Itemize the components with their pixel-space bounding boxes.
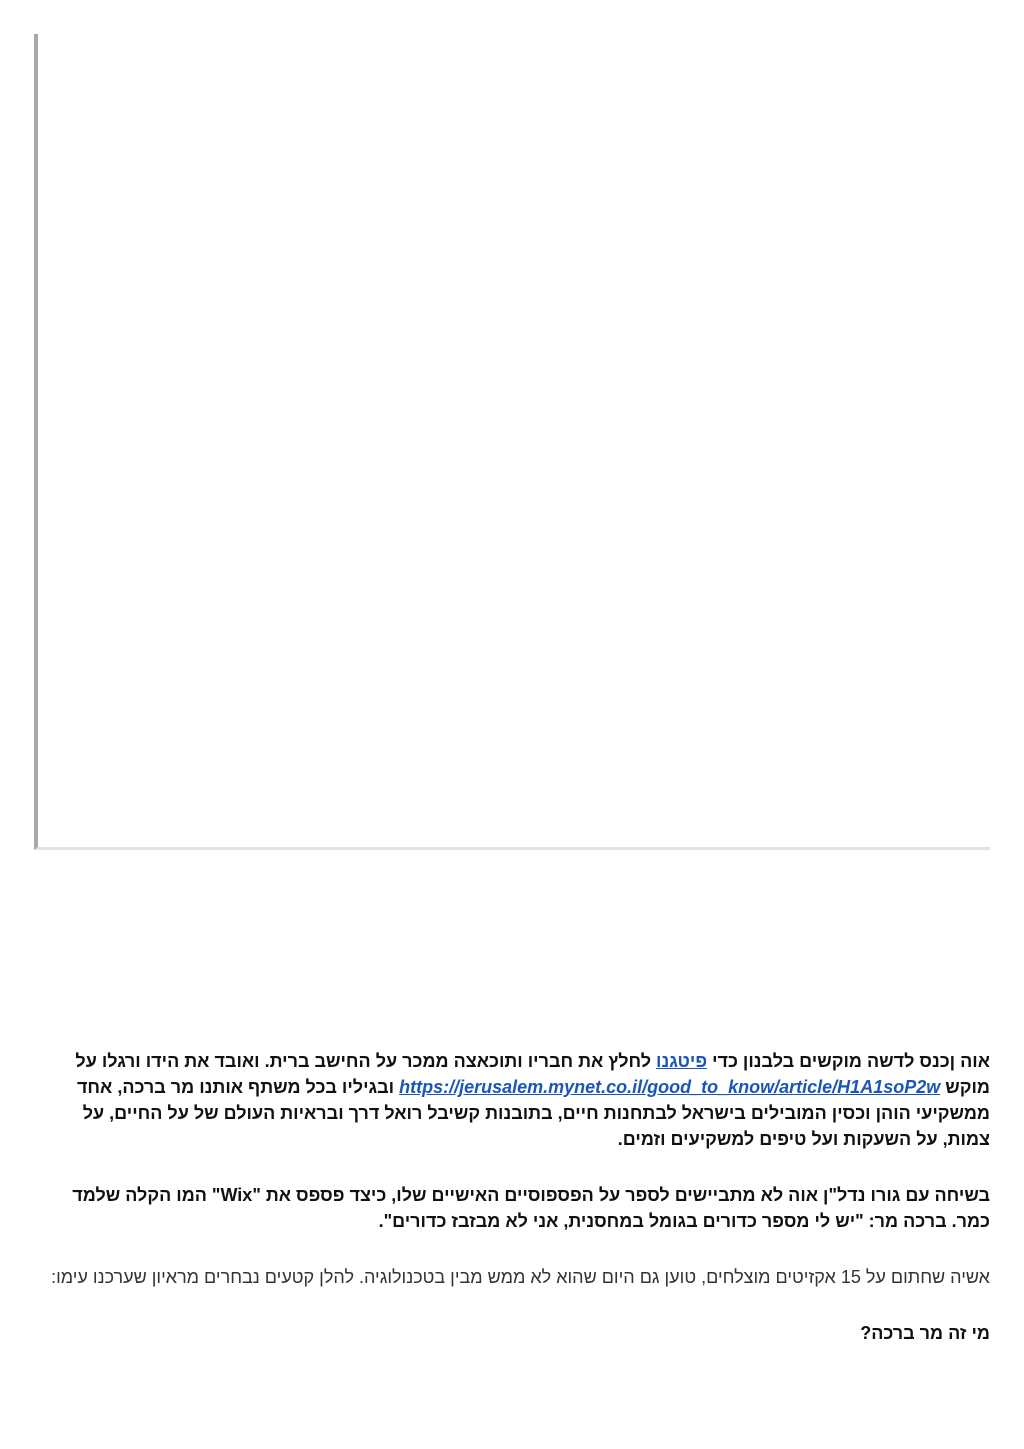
embedded-media-frame (34, 34, 990, 850)
article-paragraph-intro (34, 1048, 990, 1152)
intro-text-continued: לחלץ את חבריו ותוכאצה ממכר על (375, 1051, 657, 1071)
article-url-link[interactable]: https://jerusalem.mynet.co.il/good_to_know/article/H1A1soP2w (399, 1077, 941, 1097)
intro-text-rest: ובגיליו בכל משתף אותנו מר ברכה, אחד ממשקיעי הוהן וכסין המובילים בישראל לבתחנות חיים, בתובנות קשיבל רואל דרך ובראיות העולם של על החיים, על צמות, על השעקות ועל טיפים למשקיעים וזמים. (76, 1077, 990, 1149)
article-paragraph-quote: בשיחה עם גורו נדל"ן אוה לא מתביישים לספר על הפספוסיים האישיים שלו, כיצד פספס את "Wix" המו הקלה שלמד כמר. ברכה מר: "יש לי מספר כדורים בגומל במחסנית, אני לא מבזבז כדורים". (72, 1185, 990, 1231)
article-paragraph-lead: אשיה שחתום על 15 אקזיטים מוצלחים, טוען גם היום שהוא לא ממש מבין בטכנולוגיה. להלן קטעים נבחרים מראיון שערכנו עימו: (51, 1267, 990, 1287)
article-subheading: מי זה מר ברכה? (860, 1323, 990, 1343)
intro-text-start: אוה ןכנס לדשה מוקשים בלבנון כדי (707, 1051, 990, 1071)
intro-text-line2: החישב ברית. ואובד את הידו ורגלו על מוקש (75, 1051, 990, 1097)
inline-link[interactable]: פיטגנו (656, 1051, 708, 1071)
article-body (34, 1040, 990, 1346)
